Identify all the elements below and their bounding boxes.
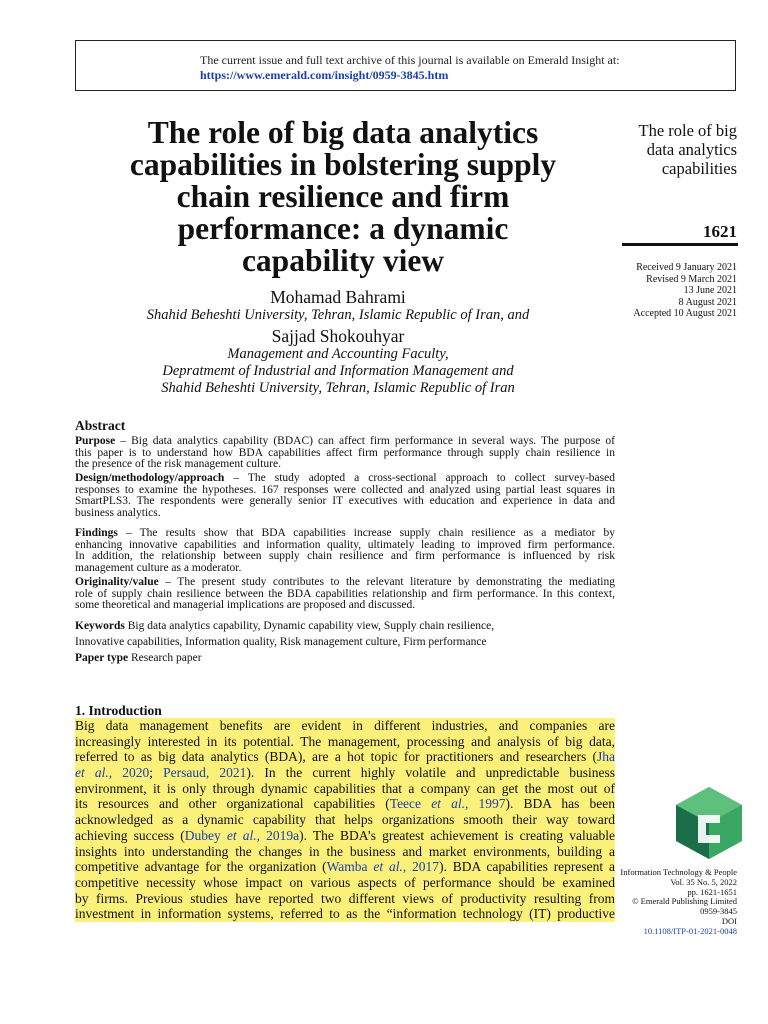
running-title xyxy=(577,121,737,178)
paper-type-value: Research paper xyxy=(131,652,202,664)
findings-text: management culture as a moderator. xyxy=(75,561,242,574)
citation-link[interactable]: et al. xyxy=(226,827,257,843)
intro-line: acknowledged as a dynamic capability that helps organizations smooth their way toward xyxy=(75,812,615,828)
intro-line xyxy=(75,828,615,844)
originality-text: some theoretical and managerial implications are proposed and discussed. xyxy=(75,599,416,612)
intro-text: achieving success ( xyxy=(75,827,185,843)
author-affiliation-2-line: Management and Accounting Faculty, xyxy=(227,346,449,362)
design-text: business analytics. xyxy=(75,506,161,519)
citation-link[interactable]: Jha xyxy=(597,749,615,765)
introduction-body xyxy=(75,718,615,922)
originality-text: – The present study contributes to the relevant literature by demonstrating the mediating xyxy=(165,576,616,588)
citation-link[interactable]: Teece xyxy=(389,796,432,812)
date-entry: Revised 9 March 2021 xyxy=(646,273,737,285)
citation-link[interactable]: Wamba xyxy=(326,859,374,875)
intro-text: ; xyxy=(149,765,164,781)
running-title-line: The role of big xyxy=(638,121,737,140)
journal-name: Information Technology & People xyxy=(620,867,737,877)
intro-text: referred to as big data analytics (BDA), are a hot topic for practitioners and researchers ( xyxy=(75,749,597,765)
date-entry: 13 June 2021 xyxy=(683,285,737,296)
intro-line: insights into understanding the changes in the business and market environments, building a xyxy=(75,843,615,859)
findings-text: – The results show that BDA capabilities increase supply chain resilience as a mediator by xyxy=(125,527,615,539)
doi-label: DOI xyxy=(721,915,737,926)
page-number: 1621 xyxy=(703,222,737,241)
design-label: Design/methodology/approach xyxy=(75,472,225,484)
purpose-label: Purpose xyxy=(75,435,116,447)
author-affiliation-2-line: Depratmemt of Industrial and Information Management and xyxy=(162,363,514,379)
intro-line: Big data management benefits are evident in different industries, and companies are xyxy=(75,718,615,733)
citation-link[interactable]: et al. xyxy=(431,796,465,812)
paper-type-label: Paper type xyxy=(75,652,129,664)
intro-text: ). The BDA’s greatest achievement is creating valuable xyxy=(299,827,615,843)
purpose-text: this paper is to understand how BDA capabilities affect firm performance through supply chain resilience in xyxy=(75,446,615,459)
citation-link[interactable]: Dubey xyxy=(184,827,227,843)
journal-pages: pp. 1621-1651 xyxy=(687,886,737,897)
citation-link[interactable]: et al. xyxy=(75,765,109,781)
design-text: – The study adopted a cross-sectional approach to collect survey-based xyxy=(233,472,615,484)
author-name-2: Sajjad Shokouhyar xyxy=(271,326,405,346)
purpose-text: – Big data analytics capability (BDAC) can affect firm performance in several ways. The purpose of xyxy=(120,435,616,447)
citation-link[interactable]: , 2019a xyxy=(256,827,300,843)
running-title-line: capabilities xyxy=(661,159,737,178)
keywords-label: Keywords xyxy=(75,620,125,632)
date-entry: Received 9 January 2021 xyxy=(636,262,737,273)
intro-text: ). BDA capabilities represent a xyxy=(439,859,615,875)
publisher-logo-icon xyxy=(676,787,742,859)
journal-volume: Vol. 35 No. 5, 2022 xyxy=(670,876,737,887)
date-entry: Accepted 10 August 2021 xyxy=(633,308,737,319)
abstract-purpose xyxy=(75,436,615,471)
intro-line xyxy=(75,765,615,781)
intro-line xyxy=(75,796,615,812)
citation-link[interactable]: , 2020 xyxy=(108,765,150,781)
journal-info xyxy=(620,868,737,937)
abstract-originality xyxy=(75,577,615,612)
findings-text: In addition, the relationship between supply chain resilience and firm performance is influenced by risk xyxy=(75,550,615,563)
intro-line: increasingly interested in its potential. The management, processing and analysis of big data, xyxy=(75,733,615,749)
author-name-1: Mohamad Bahrami xyxy=(270,287,406,307)
title-line: The role of big data analytics xyxy=(147,115,539,150)
paper-title xyxy=(88,117,598,277)
title-line: performance: a dynamic xyxy=(177,211,509,246)
abstract-design xyxy=(75,473,615,519)
journal-publisher: © Emerald Publishing Limited xyxy=(632,896,737,907)
archive-notice-text: The current issue and full text archive of this journal is available on Emerald Insight at: xyxy=(200,53,620,67)
archive-notice-box xyxy=(75,40,736,91)
intro-text: competitive advantage for the organization ( xyxy=(75,859,327,875)
keywords xyxy=(75,620,494,632)
intro-line xyxy=(75,749,615,765)
running-title-line: data analytics xyxy=(646,140,737,159)
introduction-heading: 1. Introduction xyxy=(75,703,162,718)
submission-dates xyxy=(633,262,737,320)
journal-issn: 0959-3845 xyxy=(700,906,737,917)
citation-link[interactable]: et al. xyxy=(373,859,403,875)
design-text: responses to examine the hypotheses. 167 responses were collected and analyzed using partial least squares in xyxy=(75,483,615,496)
paper-type xyxy=(75,652,202,664)
doi-link[interactable]: 10.1108/ITP-01-2021-0048 xyxy=(643,925,737,936)
intro-text: ). In the current highly volatile and unpredictable business xyxy=(246,765,615,781)
intro-line: investment in information systems, referred to as the “information technology (IT) productive xyxy=(75,906,615,922)
intro-line: environment, it is only through dynamic capabilities that a company can get the most out of xyxy=(75,780,615,796)
journal-doi xyxy=(620,917,737,937)
author-affiliation-2-line: Shahid Beheshti University, Tehran, Islamic Republic of Iran xyxy=(161,380,515,396)
intro-line: competitive necessity whose impact on various aspects of performance should be examined xyxy=(75,874,615,890)
citation-link[interactable]: , 2017 xyxy=(402,859,440,875)
title-line: capabilities in bolstering supply xyxy=(129,147,557,182)
keywords-text: Big data analytics capability, Dynamic capability view, Supply chain resilience, xyxy=(127,620,495,632)
title-line: chain resilience and firm xyxy=(176,179,510,214)
findings-label: Findings xyxy=(75,527,118,539)
intro-line: by firms. Previous studies have reported two different views of productivity resulting from xyxy=(75,890,615,906)
intro-line xyxy=(75,859,615,875)
design-text: SmartPLS3. The respondents were generally senior IT executives with education and experience in data and xyxy=(75,495,615,508)
intro-text: ). BDA has been xyxy=(505,796,616,812)
citation-link[interactable]: Persaud, 2021 xyxy=(163,765,247,781)
journal-url-link[interactable]: https://www.emerald.com/insight/0959-3845.htm xyxy=(200,68,449,82)
author-affiliation-1: Shahid Beheshti University, Tehran, Islamic Republic of Iran, and xyxy=(146,307,530,323)
title-line: capability view xyxy=(241,243,445,278)
purpose-text: the presence of the risk management culture. xyxy=(75,458,281,471)
keywords-text-line2: Innovative capabilities, Information quality, Risk management culture, Firm performance xyxy=(75,636,487,648)
originality-label: Originality/value xyxy=(75,576,159,588)
abstract-heading: Abstract xyxy=(75,418,126,433)
citation-link[interactable]: , 1997 xyxy=(464,796,506,812)
intro-text: its resources and other organizational capabilities ( xyxy=(75,796,390,812)
abstract-findings xyxy=(75,528,615,574)
originality-text: role of supply chain resilience between the BDA capabilities relationship and firm performance. In this context, xyxy=(75,587,615,600)
date-entry: 8 August 2021 xyxy=(678,296,737,308)
findings-text: enhancing innovative capabilities and information quality, ultimately leading to improved firm performance. xyxy=(75,538,615,551)
sidebar-divider xyxy=(622,243,738,246)
